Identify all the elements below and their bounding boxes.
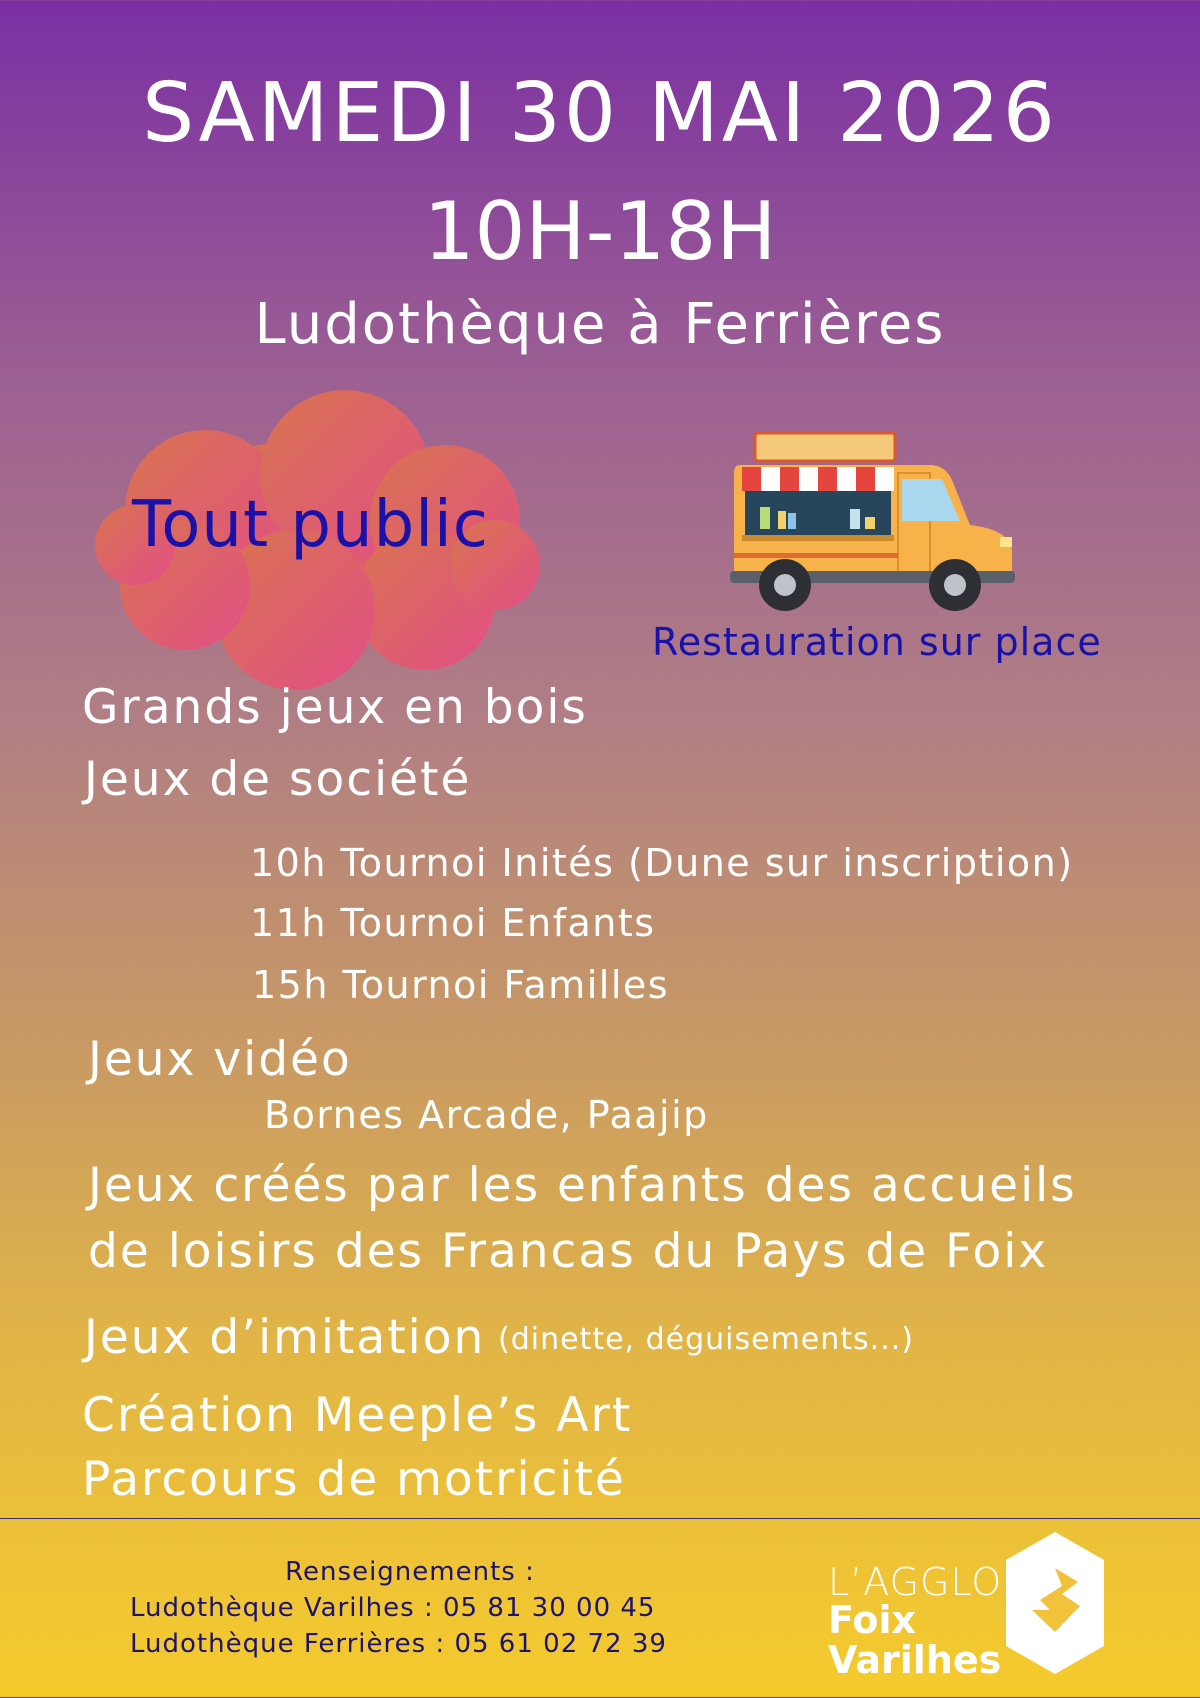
imitation-detail: (dinette, déguisements...) bbox=[498, 1322, 914, 1357]
audience-badge: Tout public bbox=[132, 488, 489, 562]
tournament-item: 10h Tournoi Inités (Dune sur inscription) bbox=[250, 841, 1074, 885]
agglo-logo-icon bbox=[1000, 1528, 1110, 1678]
tournament-item: 11h Tournoi Enfants bbox=[250, 901, 656, 945]
activity-board-games: Jeux de société bbox=[84, 752, 472, 807]
activity-motricity: Parcours de motricité bbox=[82, 1452, 626, 1507]
activity-kids-games-line1: Jeux créés par les enfants des accueils bbox=[88, 1158, 1077, 1213]
activity-wood-games: Grands jeux en bois bbox=[82, 680, 588, 735]
contact-varilhes: Ludothèque Varilhes : 05 81 30 00 45 bbox=[130, 1593, 656, 1623]
event-hours: 10H-18H bbox=[423, 185, 777, 278]
food-label: Restauration sur place bbox=[652, 620, 1102, 664]
event-date: SAMEDI 30 MAI 2026 bbox=[142, 66, 1058, 161]
event-venue: Ludothèque à Ferrières bbox=[254, 292, 946, 357]
tournament-item: 15h Tournoi Familles bbox=[252, 963, 670, 1007]
logo-line2: Foix bbox=[828, 1598, 917, 1642]
contact-ferrieres: Ludothèque Ferrières : 05 61 02 72 39 bbox=[130, 1629, 667, 1659]
activity-video-games: Jeux vidéo bbox=[88, 1032, 352, 1087]
logo-line1: L’AGGLO bbox=[828, 1560, 1003, 1604]
logo-line3: Varilhes bbox=[828, 1638, 1002, 1682]
food-truck-icon bbox=[730, 425, 1020, 625]
video-games-detail: Bornes Arcade, Paajip bbox=[264, 1093, 709, 1137]
info-label: Renseignements : bbox=[285, 1557, 535, 1587]
activity-meeple: Création Meeple’s Art bbox=[82, 1388, 633, 1443]
activity-kids-games-line2: de loisirs des Francas du Pays de Foix bbox=[88, 1224, 1049, 1279]
activity-imitation: Jeux d’imitation bbox=[84, 1310, 486, 1365]
